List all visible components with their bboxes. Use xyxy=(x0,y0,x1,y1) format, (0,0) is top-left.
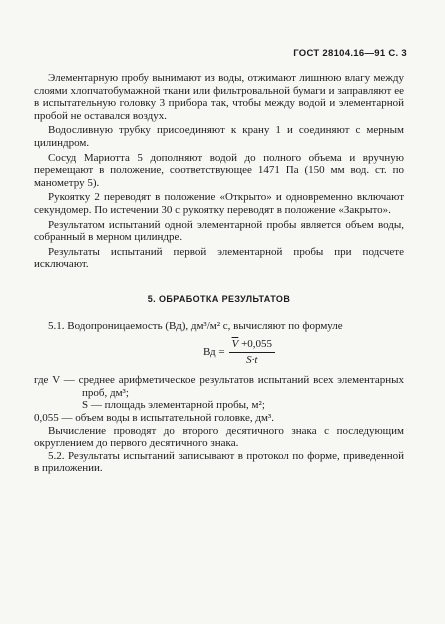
paragraph-rounding: Вычисление проводят до второго десятичного знака с последующим округлением до первого десятичного знака. xyxy=(34,424,404,450)
where-0055: 0,055 — объем воды в испытательной головке, дм³. xyxy=(34,412,274,425)
paragraph-drain-tube: Водосливную трубку присоединяют к крану 1 и соединяют с мерным цилиндром. xyxy=(34,124,404,149)
formula-mean-v: $\overline{V}$ xyxy=(231,338,239,351)
formula-lhs: Вд = xyxy=(202,345,225,358)
where-v: где V — среднее арифметическое результатов испытаний всех элементарных проб, дм³; xyxy=(34,374,404,399)
paragraph-5-2: 5.2. Результаты испытаний записывают в протокол по форме, приведенной в приложении. xyxy=(34,449,404,475)
paragraph-result: Результатом испытаний одной элементарной пробы является объем воды, собранный в мерном цилиндре. xyxy=(34,218,404,244)
page-header: ГОСТ 28104.16—91 С. 3 xyxy=(293,48,407,59)
section-title: 5. ОБРАБОТКА РЕЗУЛЬТАТОВ xyxy=(147,293,291,304)
document-body xyxy=(34,72,404,475)
paragraph-handle: Рукоятку 2 переводят в положение «Открыто» и одновременно включают секундомер. По истечении 30 с рукоятку переводят в положение «Закрыто». xyxy=(34,191,404,216)
paragraph-mariotte-vessel: Сосуд Мариотта 5 дополняют водой до полного объема и вручную перемещают в положение, соответствующее 1471 Па (150 мм вод. ст. по манометру 5). xyxy=(34,151,404,189)
paragraph-sample-removal: Элементарную пробу вынимают из воды, отжимают лишнюю влагу между слоями хлопчатобумажной ткани или фильтровальной бумаги и заправляют ее в испытательную головку 3 прибора так, чтобы между водой и элементарной пробой не оставался воздух. xyxy=(34,72,404,122)
formula-denominator: S·t xyxy=(246,353,258,366)
paragraph-5-1: 5.1. Водопроницаемость (Вд), дм³/м² с, вычисляют по формуле xyxy=(48,319,343,332)
permeability-formula xyxy=(74,338,404,366)
formula-numerator xyxy=(229,338,275,353)
formula-fraction xyxy=(229,338,275,366)
paragraph-exclude: Результаты испытаний первой элементарной пробы при подсчете исключают. xyxy=(34,245,404,271)
where-s: S — площадь элементарной пробы, м²; xyxy=(82,399,265,412)
formula-numerator-rest: +0,055 xyxy=(238,338,273,351)
